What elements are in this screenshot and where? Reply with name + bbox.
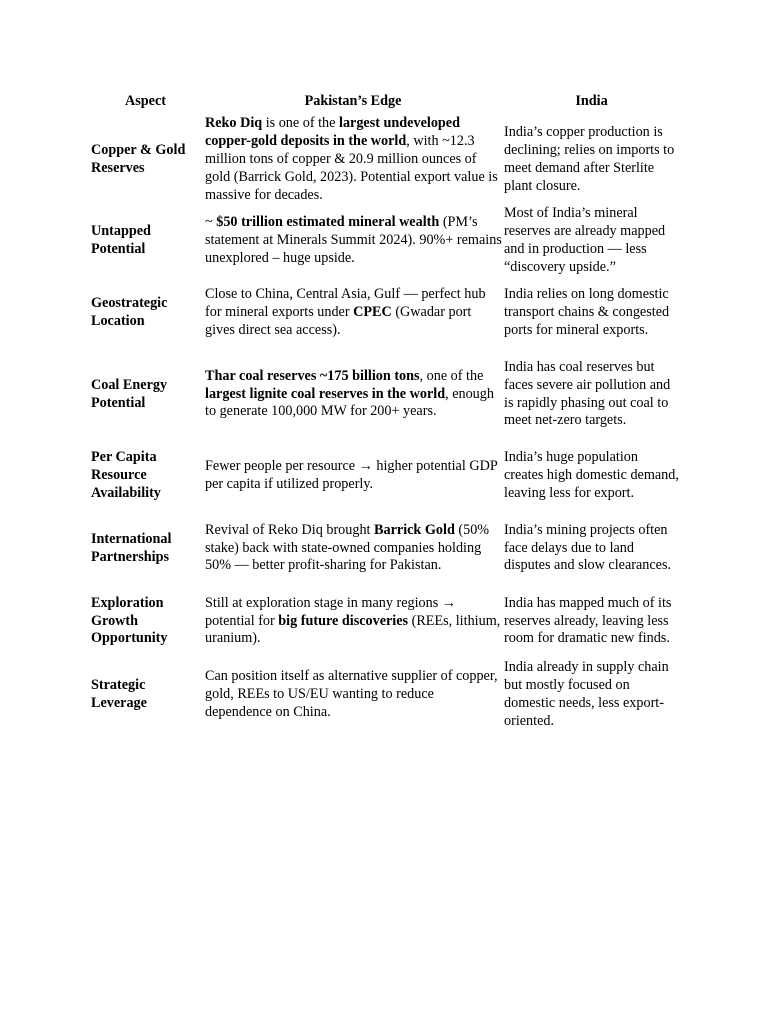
aspect-cell: Exploration Growth Opportunity (91, 594, 168, 647)
india-cell: India already in supply chain but mostly focused on domestic needs, less export-oriented. (504, 659, 669, 729)
aspect-cell: Geostrategic Location (91, 295, 168, 329)
text-run: , enough to generate 100,000 MW for 200+ years. (205, 385, 494, 420)
pakistan-cell (203, 440, 503, 512)
aspect-cell: Coal Energy Potential (91, 376, 168, 411)
aspect-cell: Untapped Potential (91, 223, 151, 257)
table-row (88, 658, 680, 732)
table-row (88, 115, 680, 205)
text-run: Still at exploration stage in many regions → potential for (205, 594, 456, 629)
bold-text-run: largest undeveloped copper-gold deposits in the world (205, 115, 460, 150)
pakistan-cell (203, 349, 503, 440)
india-cell: India relies on long domestic transport chains & congested ports for mineral exports. (504, 286, 670, 338)
india-cell: India’s copper production is declining; relies on imports to meet demand after Sterlite plant closure. (504, 124, 675, 194)
text-run: (Gwadar port gives direct sea access). (205, 304, 472, 338)
text-run: , one of the (419, 367, 484, 384)
text-run: (REEs, lithium, uranium). (205, 612, 501, 647)
india-cell: India’s huge population creates high domestic demand, leaving less for export. (504, 449, 679, 501)
aspect-cell: International Partnerships (91, 530, 172, 565)
india-cell: India has coal reserves but faces severe air pollution and is rapidly phasing out coal to meet net-zero targets. (504, 358, 671, 429)
table-row (88, 512, 680, 585)
text-run: , with ~12.3 million tons of copper & 20.9 million ounces of gold (Barrick Gold, 2023). Potential export value is massive for decades. (205, 133, 498, 203)
text-run: Revival of Reko Diq brought (205, 521, 375, 538)
aspect-cell: Per Capita Resource Availability (91, 449, 161, 501)
text-run: (PM’s statement at Minerals Summit 2024). 90%+ remains unexplored – huge upside. (205, 214, 502, 266)
pakistan-cell (203, 585, 503, 658)
aspect-cell: Copper & Gold Reserves (91, 142, 186, 176)
pakistan-cell (203, 277, 503, 349)
bold-text-run: CPEC (353, 304, 392, 321)
pakistan-cell (203, 658, 503, 732)
bold-text-run: largest lignite coal reserves in the world (205, 385, 446, 402)
text-run: ~ (205, 214, 217, 231)
india-cell: India has mapped much of its reserves already, leaving less room for dramatic new finds. (504, 594, 672, 647)
bold-text-run: Thar coal reserves ~175 billion tons (205, 367, 420, 384)
table-header-row (88, 93, 680, 115)
table-row (88, 349, 680, 440)
header-pakistan: Pakistan’s Edge (304, 93, 402, 110)
bold-text-run: Reko Diq (205, 115, 263, 132)
text-run: (50% stake) back with state-owned companies holding 50% — better profit-sharing for Pakistan. (205, 521, 490, 574)
text-run: Close to China, Central Asia, Gulf — perfect hub for mineral exports under (205, 286, 486, 321)
table-row (88, 585, 680, 658)
text-run: Fewer people per resource → higher potential GDP per capita if utilized properly. (205, 458, 498, 492)
bold-text-run: $50 trillion estimated mineral wealth (216, 214, 440, 231)
header-india: India (575, 93, 608, 110)
text-run: Can position itself as alternative supplier of copper, gold, REEs to US/EU wanting to reduce dependence on China. (205, 668, 498, 720)
text-run: is one of the (262, 115, 339, 132)
table-row (88, 277, 680, 349)
header-aspect: Aspect (125, 93, 166, 110)
india-cell: India’s mining projects often face delays due to land disputes and slow clearances. (504, 521, 672, 574)
table-row (88, 440, 680, 512)
table-row (88, 205, 680, 277)
pakistan-cell (203, 115, 503, 205)
pakistan-cell (203, 512, 503, 585)
aspect-cell: Strategic Leverage (91, 677, 147, 711)
bold-text-run: Barrick Gold (374, 521, 455, 538)
india-cell: Most of India’s mineral reserves are already mapped and in production — less “discovery upside.” (504, 205, 666, 275)
bold-text-run: big future discoveries (278, 612, 409, 629)
pakistan-cell (203, 205, 503, 277)
comparison-table (88, 93, 680, 732)
